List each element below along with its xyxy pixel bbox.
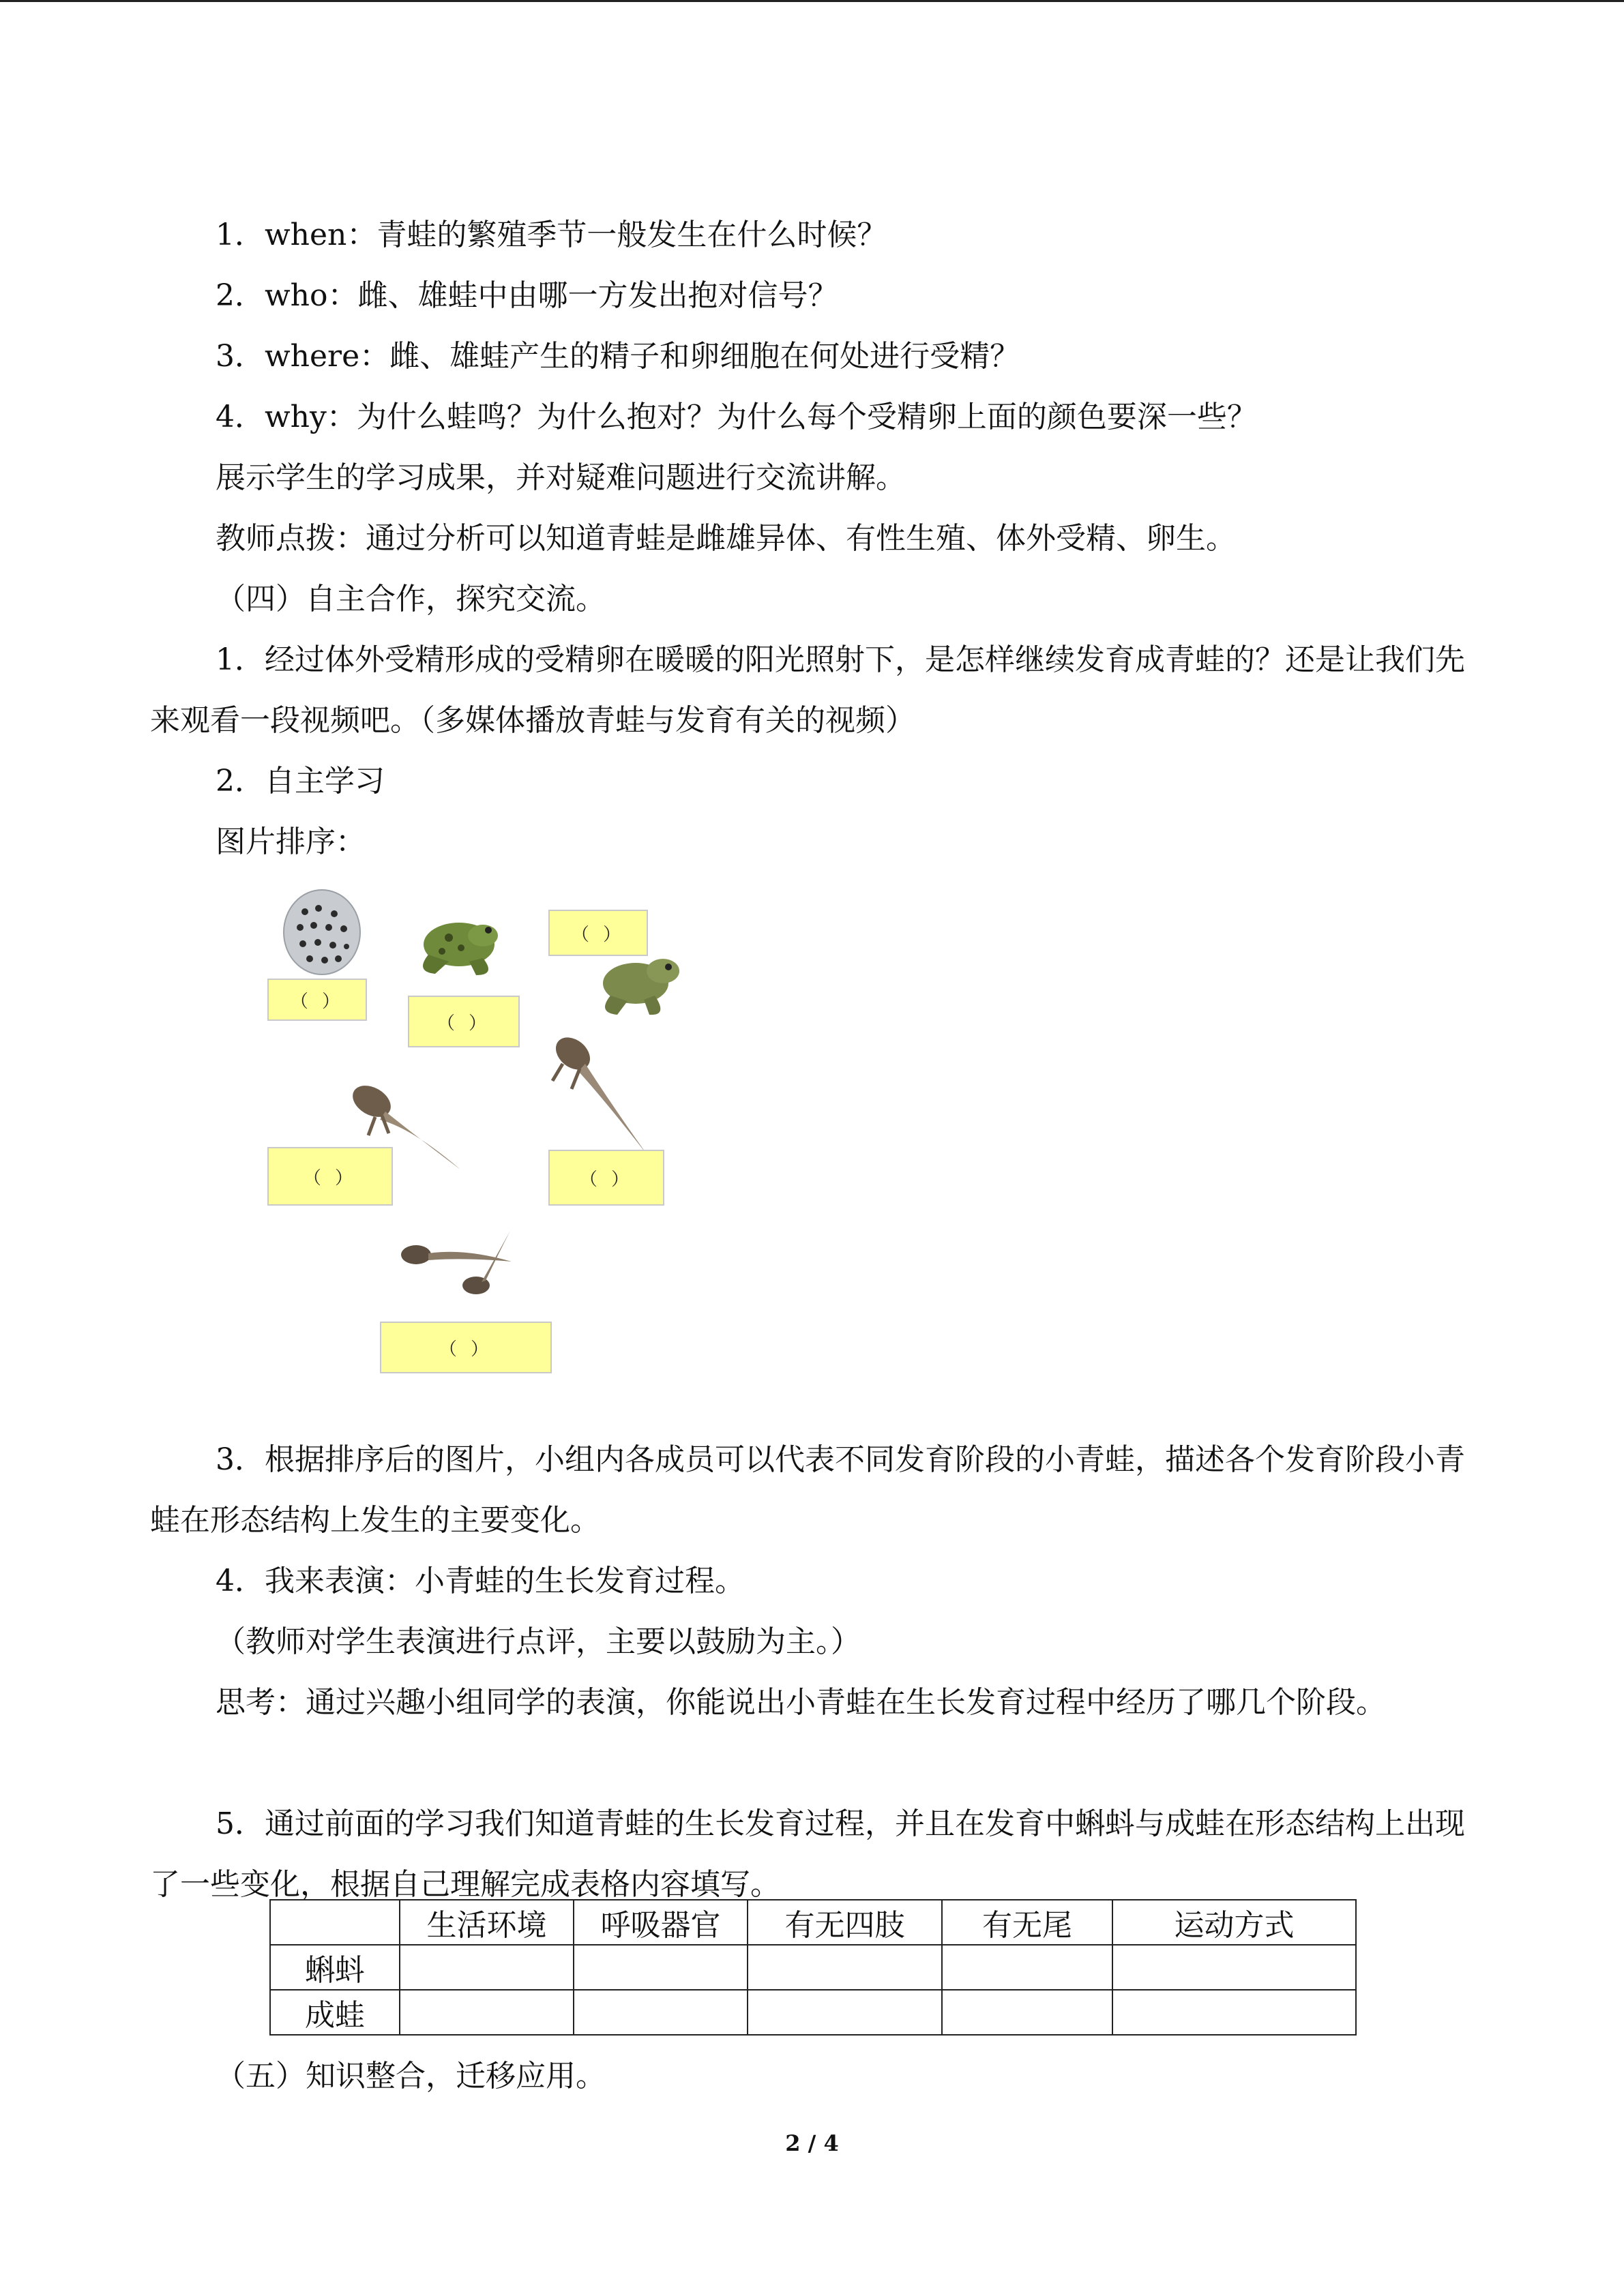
tadpole-with-hind-legs-image: [546, 1026, 655, 1163]
show-results-text: 展示学生的学习成果，并对疑难问题进行交流讲解。: [216, 460, 906, 495]
blank-label-tadpole-left[interactable]: （ ）: [267, 1147, 393, 1206]
table-blank-cell[interactable]: [748, 1990, 942, 2035]
frog-eggs-image: [281, 888, 363, 976]
table-blank-cell[interactable]: [942, 1945, 1112, 1990]
blank-label-young-tadpoles[interactable]: （ ）: [380, 1322, 552, 1373]
teacher-comment-text: （教师对学生表演进行点评，主要以鼓励为主。）: [216, 1624, 861, 1659]
section-five-heading: （五）知识整合，迁移应用。: [216, 2059, 606, 2093]
blank-label-froglet[interactable]: （ ）: [548, 910, 648, 956]
frog-development-figure: [259, 873, 696, 1377]
section-four-heading: （四）自主合作，探究交流。: [216, 582, 606, 616]
item-five-text: 5．通过前面的学习我们知道青蛙的生长发育过程，并且在发育中蝌蚪与成蛙在形态结构上出现了一些变化，根据自己理解完成表格内容填写。: [150, 1806, 1465, 1902]
question-when: 1．when：青蛙的繁殖季节一般发生在什么时候？: [216, 218, 887, 252]
think-question-text: 思考：通过兴趣小组同学的表演，你能说出小青蛙在生长发育过程中经历了哪几个阶段。: [216, 1685, 1386, 1720]
table-blank-cell[interactable]: [574, 1990, 748, 2035]
table-header-cell: 呼吸器官: [574, 1900, 748, 1945]
table-header-row: [270, 1900, 1356, 1945]
table-header-cell: [270, 1900, 400, 1945]
table-blank-cell[interactable]: [748, 1945, 942, 1990]
table-row: [270, 1945, 1356, 1990]
item-four-text: 4．我来表演：小青蛙的生长发育过程。: [216, 1564, 745, 1598]
young-tadpoles-image: [396, 1227, 518, 1302]
table-header-cell: 有无尾: [942, 1900, 1112, 1945]
table-blank-cell[interactable]: [1112, 1990, 1356, 2035]
blank-label-adult-frog[interactable]: （ ）: [408, 996, 520, 1047]
adult-frog-image: [408, 907, 510, 982]
table-blank-cell[interactable]: [574, 1945, 748, 1990]
blank-label-eggs[interactable]: （ ）: [267, 979, 367, 1021]
page-number: 2 / 4: [785, 2130, 839, 2156]
tadpole-frog-comparison-table: [269, 1899, 1357, 2036]
question-who: 2．who：雌、雄蛙中由哪一方发出抱对信号？: [216, 278, 838, 313]
table-blank-cell[interactable]: [1112, 1945, 1356, 1990]
item-one-text: 1．经过体外受精形成的受精卵在暖暖的阳光照射下，是怎样继续发育成青蛙的？还是让我们先来观看一段视频吧。（多媒体播放青蛙与发育有关的视频）: [150, 642, 1465, 738]
table-blank-cell[interactable]: [400, 1990, 574, 2035]
table-blank-cell[interactable]: [942, 1990, 1112, 2035]
page-top-border: [0, 0, 1624, 2]
table-row-label: 蝌蚪: [270, 1945, 400, 1990]
table-row-label: 成蛙: [270, 1990, 400, 2035]
table-header-cell: 运动方式: [1112, 1900, 1356, 1945]
question-where: 3．where：雌、雄蛙产生的精子和卵细胞在何处进行受精？: [216, 339, 1020, 374]
froglet-image: [587, 941, 689, 1023]
table-blank-cell[interactable]: [400, 1945, 574, 1990]
table-header-cell: 有无四肢: [748, 1900, 942, 1945]
item-two-text: 2．自主学习: [216, 764, 385, 799]
teacher-tip-text: 教师点拨：通过分析可以知道青蛙是雌雄异体、有性生殖、体外受精、卵生。: [216, 521, 1236, 556]
blank-label-tadpole-right[interactable]: （ ）: [548, 1150, 664, 1206]
picture-sort-label: 图片排序：: [216, 824, 366, 859]
table-row: [270, 1990, 1356, 2035]
item-three-text: 3．根据排序后的图片，小组内各成员可以代表不同发育阶段的小青蛙，描述各个发育阶段小青蛙在形态结构上发生的主要变化。: [150, 1442, 1465, 1538]
question-why: 4．why：为什么蛙鸣？为什么抱对？为什么每个受精卵上面的颜色要深一些？: [216, 400, 1257, 434]
table-header-cell: 生活环境: [400, 1900, 574, 1945]
